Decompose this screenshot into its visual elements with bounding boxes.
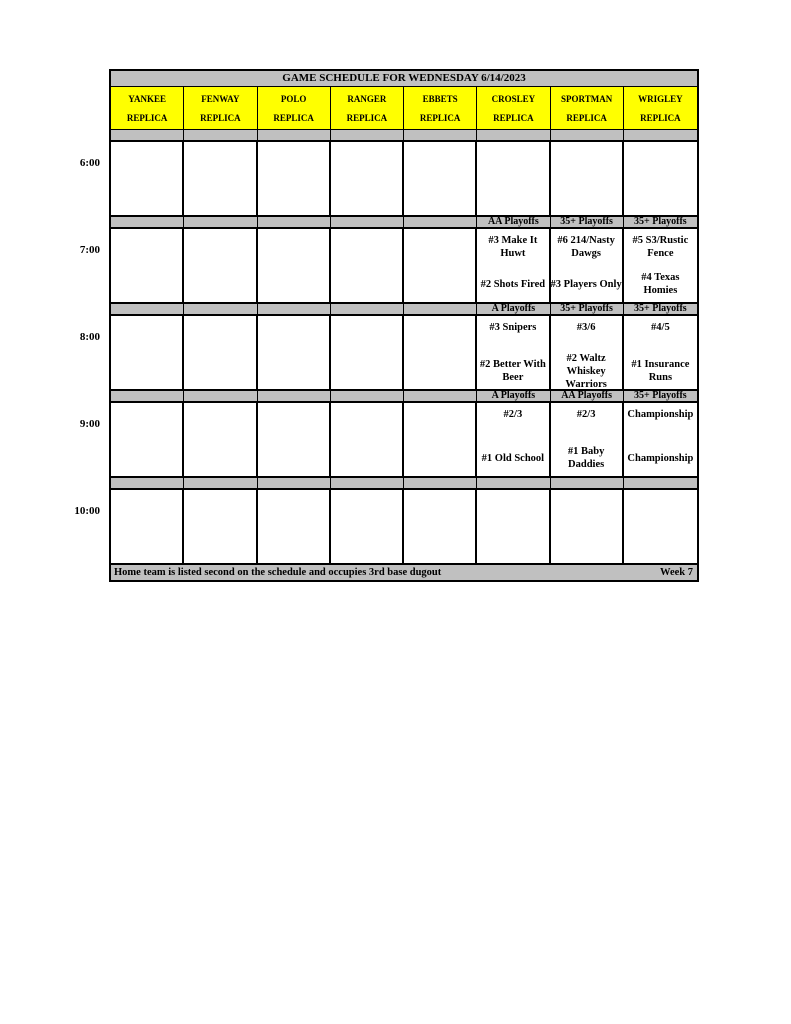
- game-cell: [258, 316, 331, 391]
- division-label: [331, 304, 404, 316]
- field-header-row: [111, 87, 697, 130]
- field-subtitle: REPLICA: [200, 112, 241, 123]
- division-label: [258, 130, 331, 142]
- division-label: [258, 391, 331, 403]
- division-label: [404, 478, 477, 490]
- division-label: 35+ Playoffs: [551, 217, 624, 229]
- game-cell: [551, 229, 624, 304]
- game-cell: [331, 316, 404, 391]
- field-subtitle: REPLICA: [346, 112, 388, 123]
- division-label: [258, 478, 331, 490]
- field-header-fenway: [184, 87, 257, 130]
- home-team: #2 Waltz Whiskey Warriors: [565, 352, 607, 390]
- home-team: #2 Better With Beer: [479, 359, 546, 383]
- field-name: YANKEE: [128, 93, 166, 104]
- game-cell: [477, 229, 550, 304]
- game-cell: [258, 229, 331, 304]
- field-subtitle: REPLICA: [566, 112, 607, 123]
- visiting-team: #3 Snipers: [489, 322, 537, 333]
- division-label: A Playoffs: [477, 304, 550, 316]
- home-team: #1 Insurance Runs: [631, 359, 690, 383]
- game-cell: [184, 403, 257, 478]
- home-team: #3 Players Only: [550, 278, 622, 290]
- division-label: A Playoffs: [477, 391, 550, 403]
- home-team: #1 Old School: [481, 452, 545, 464]
- division-label: [258, 217, 331, 229]
- division-row: [111, 478, 697, 490]
- schedule-footer: [111, 565, 697, 580]
- field-subtitle: REPLICA: [419, 112, 461, 123]
- schedule-sheet: [109, 69, 699, 582]
- footer-note: Home team is listed second on the schedule and occupies 3rd base dugout: [114, 567, 442, 578]
- division-label: [184, 217, 257, 229]
- division-label: [111, 304, 184, 316]
- division-label: [184, 130, 257, 142]
- home-team: Championship: [627, 452, 694, 464]
- footer-week: Week 7: [660, 567, 693, 578]
- division-label: [331, 217, 404, 229]
- game-cell: [404, 316, 477, 391]
- division-label: AA Playoffs: [551, 391, 624, 403]
- division-label: [624, 478, 697, 490]
- field-header-ranger: [331, 87, 404, 130]
- time-slot-row: [111, 142, 697, 217]
- division-label: [551, 130, 624, 142]
- division-label: [624, 130, 697, 142]
- game-cell: [184, 316, 257, 391]
- game-cell: [331, 229, 404, 304]
- division-label: [404, 391, 477, 403]
- time-label: 10:00: [74, 505, 100, 517]
- game-cell: [258, 142, 331, 217]
- field-subtitle: REPLICA: [126, 112, 168, 123]
- division-label: [404, 130, 477, 142]
- game-cell: [331, 142, 404, 217]
- game-cell: [477, 403, 550, 478]
- field-name: POLO: [280, 93, 307, 104]
- visiting-team: #5 S3/Rustic Fence: [632, 235, 689, 259]
- division-label: [111, 130, 184, 142]
- division-label: [331, 130, 404, 142]
- game-cell: [624, 142, 697, 217]
- home-team: #2 Shots Fired: [480, 278, 546, 290]
- visiting-team: #4/5: [651, 322, 670, 333]
- division-label: [258, 304, 331, 316]
- home-team: #1 Baby Daddies: [567, 446, 605, 470]
- division-label: AA Playoffs: [477, 217, 550, 229]
- visiting-team: #3 Make It Huwt: [488, 235, 538, 259]
- time-slot-row: [111, 229, 697, 304]
- game-cell: [404, 142, 477, 217]
- field-header-crosley: [477, 87, 550, 130]
- game-cell: [258, 490, 331, 565]
- field-name: EBBETS: [422, 93, 458, 104]
- field-header-sportman: [551, 87, 624, 130]
- division-label: 35+ Playoffs: [624, 304, 697, 316]
- field-subtitle: REPLICA: [273, 112, 314, 123]
- division-label: [184, 478, 257, 490]
- time-label: 6:00: [79, 157, 100, 169]
- division-label: [331, 391, 404, 403]
- division-label: [331, 478, 404, 490]
- division-label: [477, 130, 550, 142]
- time-slot-row: [111, 316, 697, 391]
- field-name: CROSLEY: [491, 93, 536, 104]
- game-cell: [184, 142, 257, 217]
- field-name: SPORTMAN: [561, 93, 613, 104]
- game-cell: [551, 142, 624, 217]
- game-cell: [624, 229, 697, 304]
- division-label: [477, 478, 550, 490]
- game-cell: [331, 490, 404, 565]
- game-cell: [184, 229, 257, 304]
- game-cell: [404, 229, 477, 304]
- game-cell: [624, 490, 697, 565]
- schedule-title: GAME SCHEDULE FOR WEDNESDAY 6/14/2023: [111, 71, 697, 87]
- division-label: 35+ Playoffs: [624, 217, 697, 229]
- division-label: 35+ Playoffs: [624, 391, 697, 403]
- visiting-team: Championship: [627, 409, 694, 420]
- game-cell: [477, 142, 550, 217]
- game-cell: [477, 490, 550, 565]
- time-label: 7:00: [79, 244, 100, 256]
- game-cell: [551, 403, 624, 478]
- time-slot-row: [111, 403, 697, 478]
- field-name: RANGER: [347, 93, 387, 104]
- field-header-polo: [258, 87, 331, 130]
- game-cell: [404, 490, 477, 565]
- division-row: [111, 130, 697, 142]
- game-cell: [111, 490, 184, 565]
- time-slot-row: [111, 490, 697, 565]
- field-header-ebbets: [404, 87, 477, 130]
- game-cell: [331, 403, 404, 478]
- game-cell: [111, 403, 184, 478]
- division-label: [404, 304, 477, 316]
- field-subtitle: REPLICA: [493, 112, 534, 123]
- game-cell: [404, 403, 477, 478]
- division-label: [111, 217, 184, 229]
- visiting-team: #2/3: [503, 409, 523, 420]
- field-header-yankee: [111, 87, 184, 130]
- division-label: [404, 217, 477, 229]
- game-cell: [551, 316, 624, 391]
- division-label: 35+ Playoffs: [551, 304, 624, 316]
- visiting-team: #3/6: [576, 322, 596, 333]
- home-team: #4 Texas Homies: [641, 272, 680, 296]
- game-cell: [111, 142, 184, 217]
- game-cell: [184, 490, 257, 565]
- game-cell: [551, 490, 624, 565]
- visiting-team: #6 214/Nasty Dawgs: [557, 235, 615, 259]
- division-row: [111, 217, 697, 229]
- division-label: [111, 478, 184, 490]
- field-subtitle: REPLICA: [640, 112, 681, 123]
- division-row: [111, 391, 697, 403]
- game-cell: [258, 403, 331, 478]
- division-label: [551, 478, 624, 490]
- division-row: [111, 304, 697, 316]
- division-label: [111, 391, 184, 403]
- field-header-wrigley: [624, 87, 697, 130]
- time-label: 8:00: [79, 331, 100, 343]
- game-cell: [111, 316, 184, 391]
- division-label: [184, 391, 257, 403]
- time-label: 9:00: [79, 418, 100, 430]
- game-cell: [111, 229, 184, 304]
- game-cell: [624, 316, 697, 391]
- field-name: WRIGLEY: [638, 93, 683, 104]
- field-name: FENWAY: [201, 93, 240, 104]
- schedule-body: [111, 130, 697, 565]
- division-label: [184, 304, 257, 316]
- visiting-team: #2/3: [576, 409, 596, 420]
- game-cell: [477, 316, 550, 391]
- game-cell: [624, 403, 697, 478]
